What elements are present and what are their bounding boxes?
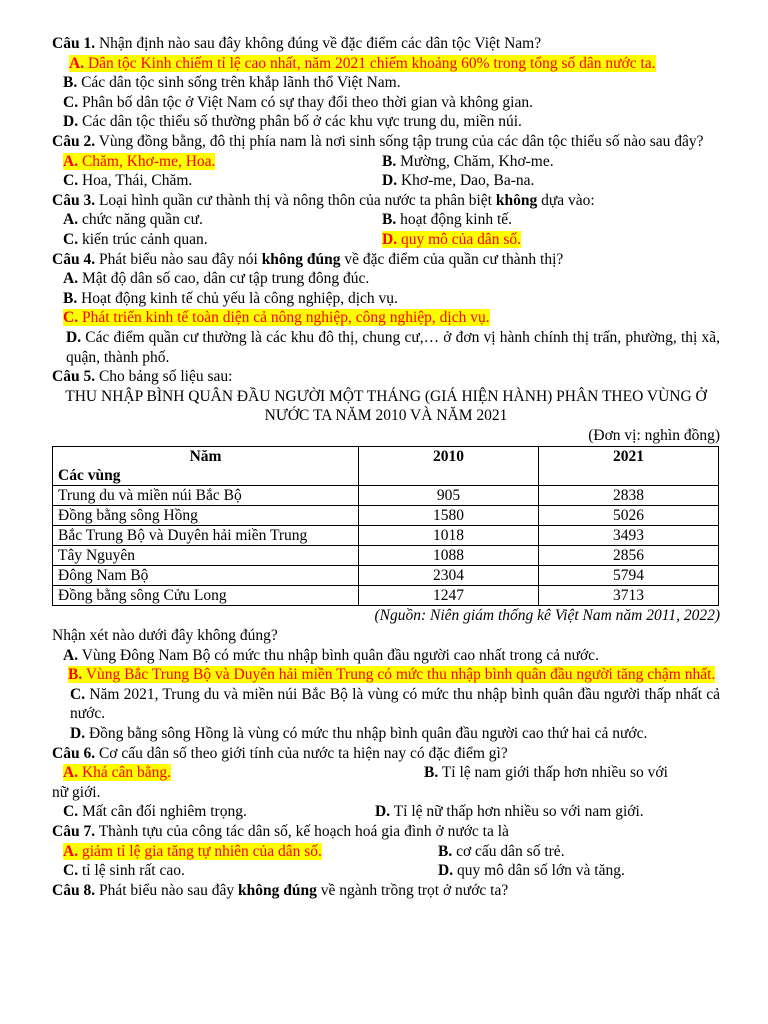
- table-row: [53, 566, 719, 586]
- question-label: Câu 2.: [52, 132, 96, 150]
- option-key: A.: [63, 152, 79, 170]
- question-emphasis: không đúng: [261, 250, 341, 268]
- option-text: Vùng Đông Nam Bộ có mức thu nhập bình quân đầu người cao nhất trong cả nước.: [81, 646, 599, 664]
- option-b: [382, 152, 720, 172]
- question-label: Câu 8.: [52, 881, 96, 899]
- options-row: [52, 842, 720, 862]
- table-header-row: [53, 447, 719, 486]
- option-key: B.: [68, 666, 83, 684]
- value-2010: 905: [359, 486, 539, 506]
- option-text: tỉ lệ sinh rất cao.: [81, 862, 185, 880]
- option-c: [52, 171, 382, 191]
- options-row: [52, 171, 720, 191]
- table-source: (Nguồn: Niên giám thống kê Việt Nam năm 2011, 2022): [374, 607, 720, 625]
- option-key: A.: [63, 764, 79, 782]
- option-b: [52, 73, 720, 93]
- option-text: Mất cân đối nghiêm trọng.: [81, 803, 247, 821]
- answer-highlighted: [52, 152, 382, 172]
- options-row: [52, 763, 720, 783]
- region-cell: Bắc Trung Bộ và Duyên hải miền Trung: [53, 526, 359, 546]
- option-key: B.: [63, 289, 78, 307]
- header-region: Các vùng: [58, 467, 121, 485]
- option-d: [52, 112, 720, 132]
- option-c: [52, 685, 720, 724]
- option-b-start: [424, 763, 720, 783]
- option-text: Chăm, Khơ-me, Hoa.: [81, 152, 216, 170]
- option-d: [52, 328, 720, 367]
- option-text: Tỉ lệ nữ thấp hơn nhiều so với nam giới.: [393, 803, 644, 821]
- answer-highlighted: [52, 665, 720, 685]
- value-2010: 1018: [359, 526, 539, 546]
- option-key: A.: [63, 270, 79, 288]
- answer-highlighted: [52, 763, 424, 783]
- option-text: Khá cân bằng.: [81, 764, 172, 782]
- option-text: Khơ-me, Dao, Ba-na.: [400, 172, 535, 190]
- header-year: Năm: [189, 448, 222, 466]
- option-text: Hoạt động kinh tế chủ yếu là công nghiệp, dịch vụ.: [81, 289, 398, 307]
- region-cell: Đông Nam Bộ: [53, 566, 359, 586]
- question-label: Câu 4.: [52, 250, 96, 268]
- option-b-continued: nữ giới.: [52, 783, 101, 801]
- option-key: C.: [63, 803, 79, 821]
- option-text: quy mô của dân số.: [400, 230, 522, 248]
- table-row: [53, 526, 719, 546]
- value-2010: 1580: [359, 506, 539, 526]
- option-text: Năm 2021, Trung du và miền núi Bắc Bộ là vùng có mức thu nhập bình quân đầu người thấp nhất cả nước.: [70, 685, 720, 723]
- option-key: A.: [69, 54, 85, 72]
- option-key: A.: [63, 211, 79, 229]
- option-c: [52, 230, 382, 250]
- option-text: Các dân tộc sinh sống trên khắp lãnh thổ Việt Nam.: [81, 74, 401, 92]
- option-text: quy mô dân số lớn và tăng.: [456, 862, 625, 880]
- question-text: dựa vào:: [541, 191, 595, 209]
- option-text: Mật độ dân số cao, dân cư tập trung đông đúc.: [81, 270, 370, 288]
- options-row: [52, 861, 720, 881]
- table-row: [53, 586, 719, 606]
- option-key: B.: [63, 74, 78, 92]
- option-text: giảm tỉ lệ gia tăng tự nhiên của dân số.: [81, 842, 322, 860]
- option-d: [438, 861, 720, 881]
- answer-highlighted: [52, 842, 438, 862]
- option-key: C.: [63, 172, 79, 190]
- region-cell: Đồng bằng sông Hồng: [53, 506, 359, 526]
- question-label: Câu 6.: [52, 744, 96, 762]
- table-title: THU NHẬP BÌNH QUÂN ĐẦU NGƯỜI MỘT THÁNG (GIÁ HIỆN HÀNH) PHÂN THEO VÙNG Ở NƯỚC TA NĂM 2010 VÀ NĂM 2021: [65, 387, 707, 425]
- question-text: Cho bảng số liệu sau:: [98, 368, 233, 386]
- answer-highlighted: [382, 230, 720, 250]
- question-text: về đặc điểm của quần cư thành thị?: [344, 250, 564, 268]
- question-label: Câu 5.: [52, 368, 96, 386]
- header-2021: 2021: [539, 447, 719, 486]
- option-d: [382, 171, 720, 191]
- option-a: [52, 269, 720, 289]
- region-cell: Trung du và miền núi Bắc Bộ: [53, 486, 359, 506]
- question-text: Cơ cấu dân số theo giới tính của nước ta hiện nay có đặc điểm gì?: [98, 744, 508, 762]
- option-key: A.: [63, 842, 79, 860]
- header-year-region: [53, 447, 359, 486]
- option-key: B.: [424, 764, 439, 782]
- option-text: Mường, Chăm, Khơ-me.: [400, 152, 554, 170]
- question-label: Câu 7.: [52, 823, 96, 840]
- question-text: về ngành trồng trọt ở nước ta?: [320, 881, 509, 899]
- option-text: cơ cấu dân số trẻ.: [456, 842, 565, 860]
- option-text: Hoa, Thái, Chăm.: [81, 172, 193, 190]
- question-label: Câu 3.: [52, 191, 96, 209]
- question-5: [52, 367, 720, 387]
- option-text: chức năng quần cư.: [81, 211, 203, 229]
- question-1: [52, 34, 720, 54]
- answer-highlighted: [52, 308, 720, 328]
- question-text: Nhận định nào sau đây không đúng về đặc điểm các dân tộc Việt Nam?: [98, 35, 542, 52]
- option-key: D.: [66, 328, 82, 346]
- options-row: [52, 802, 720, 822]
- option-key: D.: [438, 862, 454, 880]
- option-text: Các điểm quần cư thường là các khu đô thị, chung cư,… ở đơn vị hành chính thị trấn, phường, thị xã, quận, thành phố.: [66, 328, 720, 366]
- value-2010: 2304: [359, 566, 539, 586]
- table-unit: (Đơn vị: nghìn đồng): [588, 426, 720, 444]
- question-4: [52, 250, 720, 270]
- question-2: [52, 132, 720, 152]
- question-label: Câu 1.: [52, 35, 96, 52]
- table-row: [53, 506, 719, 526]
- options-row: [52, 210, 720, 230]
- option-text: Đồng bằng sông Hồng là vùng có mức thu nhập bình quân đầu người cao thứ hai cả nước.: [88, 725, 648, 743]
- option-text: Phát triển kinh tế toàn diện cả nông nghiệp, công nghiệp, dịch vụ.: [81, 309, 490, 327]
- option-text: Dân tộc Kinh chiếm tỉ lệ cao nhất, năm 2021 chiếm khoảng 60% trong tổng số dân nước ta.: [87, 54, 656, 72]
- question-6: [52, 744, 720, 764]
- income-table: [52, 446, 719, 606]
- value-2010: 1247: [359, 586, 539, 606]
- option-c: [52, 802, 375, 822]
- question-text: Loại hình quần cư thành thị và nông thôn của nước ta phân biệt: [98, 191, 492, 209]
- option-key: D.: [375, 803, 391, 821]
- options-row: [52, 230, 720, 250]
- option-key: B.: [438, 842, 453, 860]
- value-2021: 3713: [539, 586, 719, 606]
- answer-highlighted: [52, 54, 720, 74]
- option-key: D.: [382, 230, 398, 248]
- option-d: [375, 802, 720, 822]
- option-b: [52, 289, 720, 309]
- option-b: [438, 842, 720, 862]
- option-b: [382, 210, 720, 230]
- option-a: [52, 646, 720, 666]
- value-2021: 3493: [539, 526, 719, 546]
- option-c: [52, 861, 438, 881]
- question-text: Phát biểu nào sau đây nói: [98, 250, 258, 268]
- table-row: [53, 546, 719, 566]
- value-2010: 1088: [359, 546, 539, 566]
- question-text: Thành tựu của công tác dân số, kế hoạch hoá gia đình ở nước ta là: [98, 823, 509, 840]
- question-8: [52, 881, 720, 901]
- option-key: C.: [63, 309, 79, 327]
- question-emphasis: không đúng: [238, 881, 317, 899]
- option-d: [52, 724, 720, 744]
- question-3: [52, 191, 720, 211]
- option-key: D.: [70, 725, 86, 743]
- option-text: kiến trúc cảnh quan.: [81, 230, 208, 248]
- question-7: [52, 822, 720, 842]
- options-row: [52, 152, 720, 172]
- region-cell: Đồng bằng sông Cửu Long: [53, 586, 359, 606]
- question-text: Vùng đồng bằng, đô thị phía nam là nơi sinh sống tập trung của các dân tộc thiểu số nào sau đây?: [98, 132, 704, 150]
- option-key: B.: [382, 152, 397, 170]
- option-c: [52, 93, 720, 113]
- question-emphasis: không: [495, 191, 538, 209]
- option-key: B.: [382, 211, 397, 229]
- region-cell: Tây Nguyên: [53, 546, 359, 566]
- value-2021: 5794: [539, 566, 719, 586]
- value-2021: 5026: [539, 506, 719, 526]
- header-2010: 2010: [359, 447, 539, 486]
- option-text: Các dân tộc thiểu số thường phân bố ở các khu vực trung du, miền núi.: [81, 113, 522, 131]
- value-2021: 2856: [539, 546, 719, 566]
- option-text: Phân bố dân tộc ở Việt Nam có sự thay đổi theo thời gian và không gian.: [81, 93, 533, 111]
- question-prompt: Nhận xét nào dưới đây không đúng?: [52, 627, 278, 645]
- option-key: C.: [70, 685, 86, 703]
- table-row: [53, 486, 719, 506]
- option-text-part: Tỉ lệ nam giới thấp hơn nhiều so với: [441, 764, 668, 782]
- option-key: C.: [63, 862, 79, 880]
- value-2021: 2838: [539, 486, 719, 506]
- option-text: Vùng Bắc Trung Bộ và Duyên hải miền Trung có mức thu nhập bình quân đầu người tăng chậm nhất.: [85, 666, 716, 684]
- question-text: Phát biểu nào sau đây: [98, 881, 235, 899]
- option-text: hoạt động kinh tế.: [400, 211, 513, 229]
- option-a: [52, 210, 382, 230]
- option-key: D.: [382, 172, 398, 190]
- option-key: C.: [63, 93, 79, 111]
- option-key: A.: [63, 646, 79, 664]
- option-key: C.: [63, 230, 79, 248]
- option-key: D.: [63, 113, 79, 131]
